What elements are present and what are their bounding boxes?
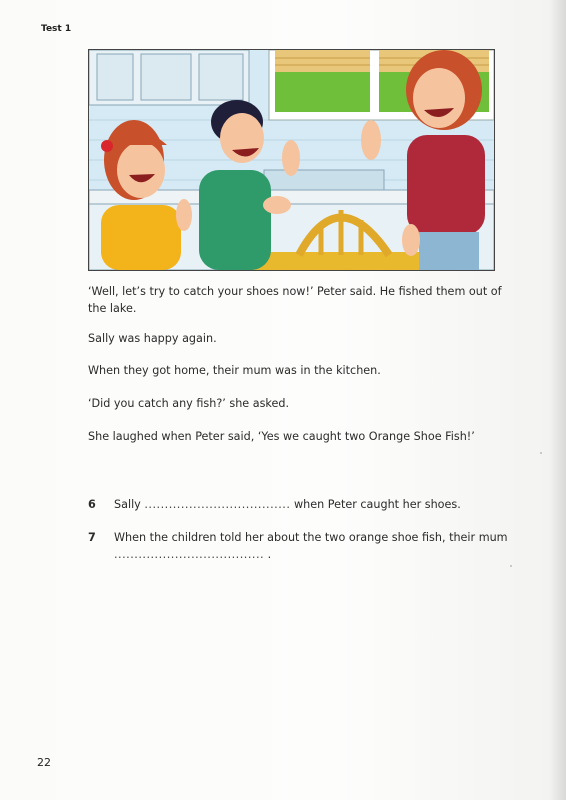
question-suffix: when Peter caught her shoes.: [293, 498, 461, 511]
paper-speck: [540, 452, 542, 454]
paper-speck: [510, 565, 512, 567]
question-prefix: When the children told her about the two orange shoe fish, their mum: [114, 531, 508, 544]
question-text: [114, 529, 514, 546]
page-number: 22: [37, 756, 51, 769]
story-line: When they got home, their mum was in the kitchen.: [88, 364, 381, 377]
sentence-end: .: [267, 548, 272, 561]
question-text: [114, 496, 514, 513]
question-number: 6: [88, 498, 96, 511]
test-label: Test 1: [41, 24, 72, 34]
story-line: the lake.: [88, 302, 137, 315]
story-line: ‘Well, let’s try to catch your shoes now!’ Peter said. He fished them out of: [88, 285, 502, 298]
question-number: 7: [88, 531, 96, 544]
answer-blank[interactable]: .....................................: [114, 548, 265, 561]
story-line: Sally was happy again.: [88, 332, 217, 345]
kitchen-illustration: [88, 49, 495, 271]
question-prefix: Sally: [114, 498, 141, 511]
story-line: ‘Did you catch any fish?’ she asked.: [88, 397, 290, 410]
answer-blank[interactable]: ....................................: [144, 498, 291, 511]
story-line: She laughed when Peter said, ‘Yes we caught two Orange Shoe Fish!’: [88, 430, 475, 443]
answer-line: [114, 546, 514, 563]
